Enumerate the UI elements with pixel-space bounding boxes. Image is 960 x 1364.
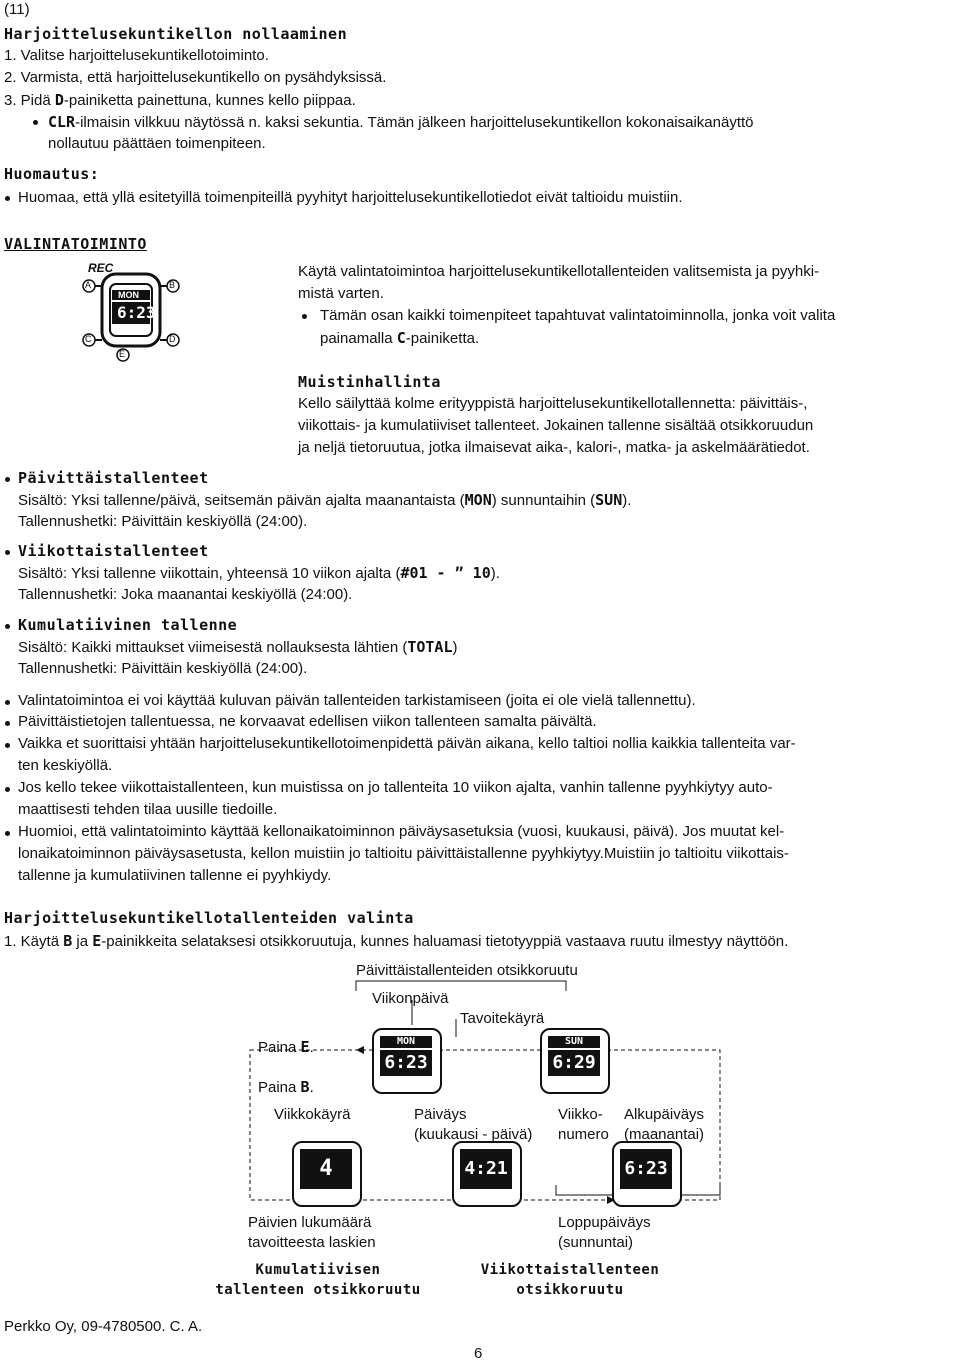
label-target-curve: Tavoitekäyrä <box>460 1010 545 1027</box>
watch-button-b: B <box>169 280 176 290</box>
watch-display: 6:23 <box>117 303 156 322</box>
note-4-line-2: maattisesti tehden tilaa uusille tiedoille. <box>18 801 278 818</box>
record-screens-diagram <box>0 955 960 1305</box>
note-1: Valintatoimintoa ei voi käyttää kuluvan päivän tallenteiden tarkistamiseen (joita ei ole vielä tallennettu). <box>18 692 696 709</box>
reset-step-1: 1. Valitse harjoittelusekuntikellotoiminto. <box>4 47 269 64</box>
memory-line-1: Kello säilyttää kolme erityyppistä harjoittelusekuntikellotallennetta: päivittäis-, <box>298 395 808 412</box>
bullet-dot <box>5 831 10 836</box>
label-days-line-2: tavoitteesta laskien <box>248 1234 376 1251</box>
watch-mode-label: MON <box>118 290 139 300</box>
weekly-records-content: Sisältö: Yksi tallenne viikottain, yhteensä 10 viikon ajalta (#01 - ” 10). <box>18 564 500 582</box>
watch-weekly-start <box>612 1141 682 1207</box>
bullet-dot <box>5 624 10 629</box>
label-weekday: Viikonpäivä <box>372 990 449 1007</box>
bullet-dot <box>302 314 307 319</box>
memory-line-3: ja neljä tietoruutua, jotka ilmaisevat aika-, kalori-, matka- ja askelmäärätiedot. <box>298 439 810 456</box>
label-start-date-line-2: (maanantai) <box>624 1126 705 1143</box>
bullet-dot <box>33 120 38 125</box>
watch-illustration <box>76 258 186 366</box>
bullet-dot <box>5 721 10 726</box>
label-weekly-header-line-1: Viikottaistallenteen <box>480 1262 660 1278</box>
note-5-line-2: lonaikatoiminnon päiväysasetusta, kellon muistiin jo taltioitu päivittäistallenne pyyhkiytyy.Muistiin jo taltioitu viikottais- <box>18 845 789 862</box>
select-records-step-1: 1. Käytä B ja E-painikkeita selataksesi otsikkoruutuja, kunnes haluamasi tietotyyppiä vastaava ruutu ilmestyy näyttöön. <box>4 932 789 950</box>
bullet-dot <box>5 477 10 482</box>
watch-button-d: D <box>169 334 176 344</box>
watch-button-e: E <box>119 349 126 359</box>
label-start-date-line-1: Alkupäiväys <box>624 1106 705 1123</box>
label-cumulative-header-line-1: Kumulatiivisen <box>255 1262 381 1278</box>
bullet-dot <box>5 787 10 792</box>
watch-mode-label: SUN <box>548 1036 600 1048</box>
watch-display: 6:23 <box>380 1050 432 1076</box>
label-weekly-header-line-2: otsikkoruutu <box>516 1282 624 1298</box>
reset-bullet-line-1: CLR-ilmaisin vilkkuu näytössä n. kaksi sekuntia. Tämän jälkeen harjoittelusekuntikellon kokonaisaikanäyttö <box>48 113 754 131</box>
page-label: (11) <box>4 1 30 18</box>
watch-daily-mon <box>372 1028 442 1094</box>
label-week-number-line-1: Viikko- <box>558 1106 603 1123</box>
watch-display: 6:29 <box>548 1050 600 1076</box>
watch-rec-label: REC <box>88 261 114 275</box>
watch-display: 6:23 <box>620 1149 672 1189</box>
watch-cumulative <box>292 1141 362 1207</box>
daily-records-title: Päivittäistallenteet <box>18 469 209 487</box>
memory-title: Muistinhallinta <box>298 373 441 391</box>
label-week-number-line-2: numero <box>558 1126 609 1143</box>
watch-weekly-date <box>452 1141 522 1207</box>
label-end-date-line-2: (sunnuntai) <box>558 1234 634 1251</box>
cumulative-record-title: Kumulatiivinen tallenne <box>18 616 238 634</box>
selection-bullet-line-1: Tämän osan kaikki toimenpiteet tapahtuvat valintatoiminnolla, jonka voit valita <box>320 307 836 324</box>
section-reset-title: Harjoittelusekuntikellon nollaaminen <box>4 25 348 43</box>
watch-button-a: A <box>85 280 92 290</box>
reset-step-2: 2. Varmista, että harjoittelusekuntikello on pysähdyksissä. <box>4 69 387 86</box>
label-end-date-line-1: Loppupäiväys <box>558 1214 651 1231</box>
label-press-b: Paina B. <box>258 1078 314 1096</box>
watch-daily-sun <box>540 1028 610 1094</box>
label-date-line-1: Päiväys <box>414 1106 467 1123</box>
note-title: Huomautus: <box>4 165 100 183</box>
weekly-records-title: Viikottaistallenteet <box>18 542 209 560</box>
label-date-line-2: (kuukausi - päivä) <box>414 1126 533 1143</box>
section-selection-title: VALINTATOIMINTO <box>4 235 147 253</box>
page-number: 6 <box>474 1345 483 1362</box>
note-3-line-1: Vaikka et suorittaisi yhtään harjoittelusekuntikellotoimenpidettä päivän aikana, kello taltioi nollia kaikkia tallenteita var- <box>18 735 796 752</box>
bullet-dot <box>5 700 10 705</box>
footer-company: Perkko Oy, 09-4780500. C. A. <box>4 1318 203 1335</box>
note-3-line-2: ten keskiyöllä. <box>18 757 113 774</box>
label-press-e: Paina E. <box>258 1038 314 1056</box>
reset-step-3: 3. Pidä D-painiketta painettuna, kunnes kello piippaa. <box>4 91 356 109</box>
section-select-records-title: Harjoittelusekuntikellotallenteiden valinta <box>4 909 414 927</box>
bullet-dot <box>5 550 10 555</box>
label-weekly-curve: Viikkokäyrä <box>274 1106 351 1123</box>
reset-bullet-line-2: nollautuu päättäen toimenpiteen. <box>48 135 266 152</box>
weekly-records-time: Tallennushetki: Joka maanantai keskiyöllä (24:00). <box>18 586 353 603</box>
label-days-line-1: Päivien lukumäärä <box>248 1214 372 1231</box>
daily-records-content: Sisältö: Yksi tallenne/päivä, seitsemän päivän ajalta maanantaista (MON) sunnuntaihin (SUN). <box>18 491 632 509</box>
note-2: Päivittäistietojen tallentuessa, ne korvaavat edellisen viikon tallenteen samalta päivältä. <box>18 713 597 730</box>
watch-mode-label: MON <box>380 1036 432 1048</box>
bullet-dot <box>5 743 10 748</box>
note-5-line-3: tallenne ja kumulatiivinen tallenne ei pyyhkiydy. <box>18 867 332 884</box>
selection-bullet-line-2: painamalla C-painiketta. <box>320 329 480 347</box>
label-daily-header: Päivittäistallenteiden otsikkoruutu <box>356 962 578 979</box>
selection-intro-line-2: mistä varten. <box>298 285 384 302</box>
daily-records-time: Tallennushetki: Päivittäin keskiyöllä (24:00). <box>18 513 308 530</box>
note-5-line-1: Huomioi, että valintatoiminto käyttää kellonaikatoiminnon päiväysasetuksia (vuosi, kuukausi, päivä). Jos muutat kel- <box>18 823 785 840</box>
watch-button-c: C <box>85 334 92 344</box>
note-text: Huomaa, että yllä esitetyillä toimenpiteillä pyyhityt harjoittelusekuntikellotiedot eivät taltioidu muistiin. <box>18 189 683 206</box>
label-cumulative-header-line-2: tallenteen otsikkoruutu <box>215 1282 421 1298</box>
selection-intro-line-1: Käytä valintatoimintoa harjoittelusekuntikellotallenteiden valitsemista ja pyyhki- <box>298 263 820 280</box>
memory-line-2: viikottais- ja kumulatiiviset tallenteet. Jokainen tallenne sisältää otsikkoruudun <box>298 417 814 434</box>
bullet-dot <box>5 196 10 201</box>
watch-display: 4:21 <box>460 1149 512 1189</box>
cumulative-record-time: Tallennushetki: Päivittäin keskiyöllä (24:00). <box>18 660 308 677</box>
note-4-line-1: Jos kello tekee viikottaistallenteen, kun muistissa on jo tallenteita 10 viikon ajalta, vanhin tallenne pyyhkiytyy auto- <box>18 779 773 796</box>
cumulative-record-content: Sisältö: Kaikki mittaukset viimeisestä nollauksesta lähtien (TOTAL) <box>18 638 458 656</box>
watch-display: 4 <box>300 1149 352 1189</box>
